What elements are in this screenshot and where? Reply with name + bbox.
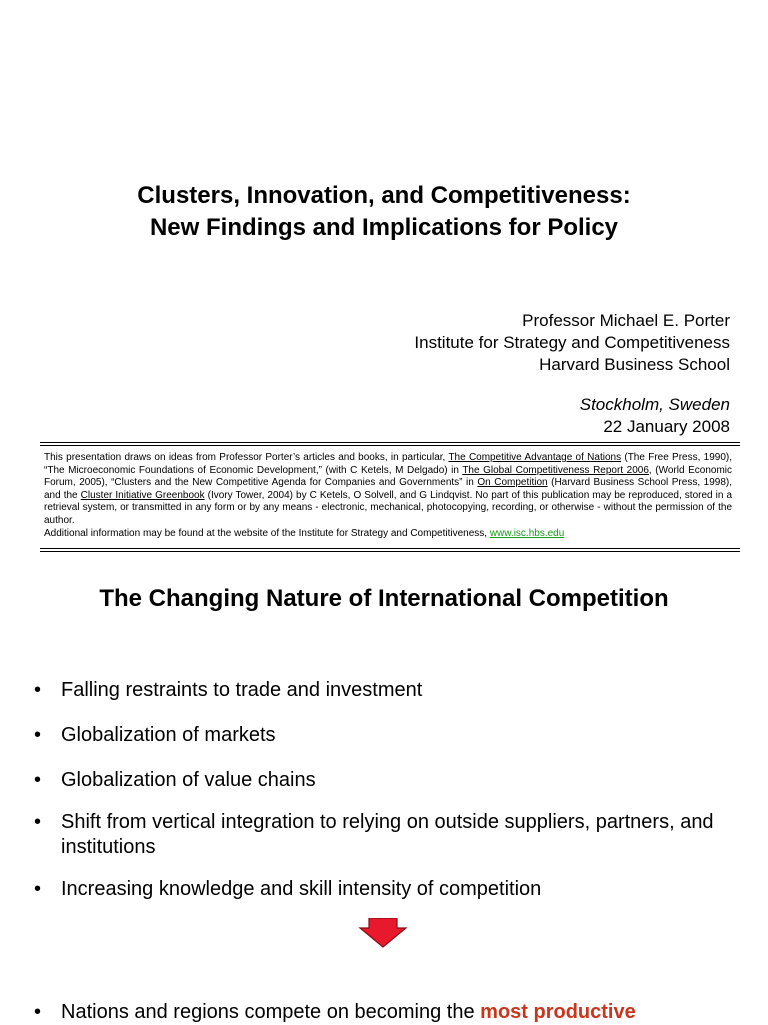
down-arrow-icon xyxy=(358,918,408,948)
bullet-text: Shift from vertical integration to relying on outside suppliers, partners, and institutions xyxy=(61,811,714,858)
bullet-icon: • xyxy=(34,679,42,701)
top-divider xyxy=(40,442,740,446)
book-title-competitive-advantage: The Competitive Advantage of Nations xyxy=(448,452,622,463)
additional-info-text: Additional information may be found at the website of the Institute for Strategy and Competitiveness, xyxy=(44,527,490,539)
author-name: Professor Michael E. Porter xyxy=(522,311,730,330)
presentation-location: Stockholm, Sweden xyxy=(579,395,730,414)
bullet-text: Increasing knowledge and skill intensity of competition xyxy=(61,878,542,900)
section-title: The Changing Nature of International Competition xyxy=(99,585,669,612)
author-block xyxy=(414,310,730,438)
bullet-icon: • xyxy=(34,1001,42,1023)
title-line-1: Clusters, Innovation, and Competitiveness: xyxy=(137,182,631,209)
presentation-title xyxy=(0,180,768,244)
notice-text-1: This presentation draws on ideas from Professor Porter’s articles and books, in particular, xyxy=(44,452,449,463)
copyright-notice xyxy=(44,452,732,540)
bullet-text: Globalization of markets xyxy=(61,724,276,746)
author-institute: Institute for Strategy and Competitiveness xyxy=(414,333,730,352)
author-school: Harvard Business School xyxy=(539,355,730,374)
bullet-icon: • xyxy=(34,724,42,746)
book-title-global-competitiveness-report: The Global Competitiveness Report 2006 xyxy=(462,464,649,476)
notice-text-3: , (World Economic Forum, 2005), “Clusters and the New Competitive Agenda for Companies and Governments” in xyxy=(44,464,732,489)
title-line-2: New Findings and Implications for Policy xyxy=(149,214,619,241)
bullet-icon: • xyxy=(34,769,42,791)
bullet-text: Globalization of value chains xyxy=(61,769,316,791)
highlighted-phrase: most productive xyxy=(480,1001,636,1023)
notice-text-4: (Harvard Business School Press, 1998), and the xyxy=(44,477,732,501)
notice-text-2: (The Free Press, 1990), “The Microeconomic Foundations of Economic Development,” (with C Ketels, M Delgado) in xyxy=(44,452,733,476)
presentation-date: 22 January 2008 xyxy=(603,417,730,436)
bullet-text: Nations and regions compete on becoming the xyxy=(61,1001,481,1023)
book-title-cluster-greenbook: Cluster Initiative Greenbook xyxy=(80,489,205,501)
bottom-divider xyxy=(40,548,740,552)
notice-text-5: (Ivory Tower, 2004) by C Ketels, O Solvell, and G Lindqvist. No part of this publication may be reproduced, stored in a retrieval system, or transmitted in any form or by any means - electronic, mechanical, photocopying, recording, or otherwise - without the permission of the author. xyxy=(44,489,733,526)
book-title-on-competition: On Competition xyxy=(477,477,548,489)
bullet-icon: • xyxy=(34,878,42,900)
bullet-icon: • xyxy=(34,811,42,833)
bullet-text-composite xyxy=(61,1000,741,1025)
website-link[interactable]: www.isc.hbs.edu xyxy=(489,527,565,539)
bullet-text: Falling restraints to trade and investment xyxy=(61,679,423,701)
